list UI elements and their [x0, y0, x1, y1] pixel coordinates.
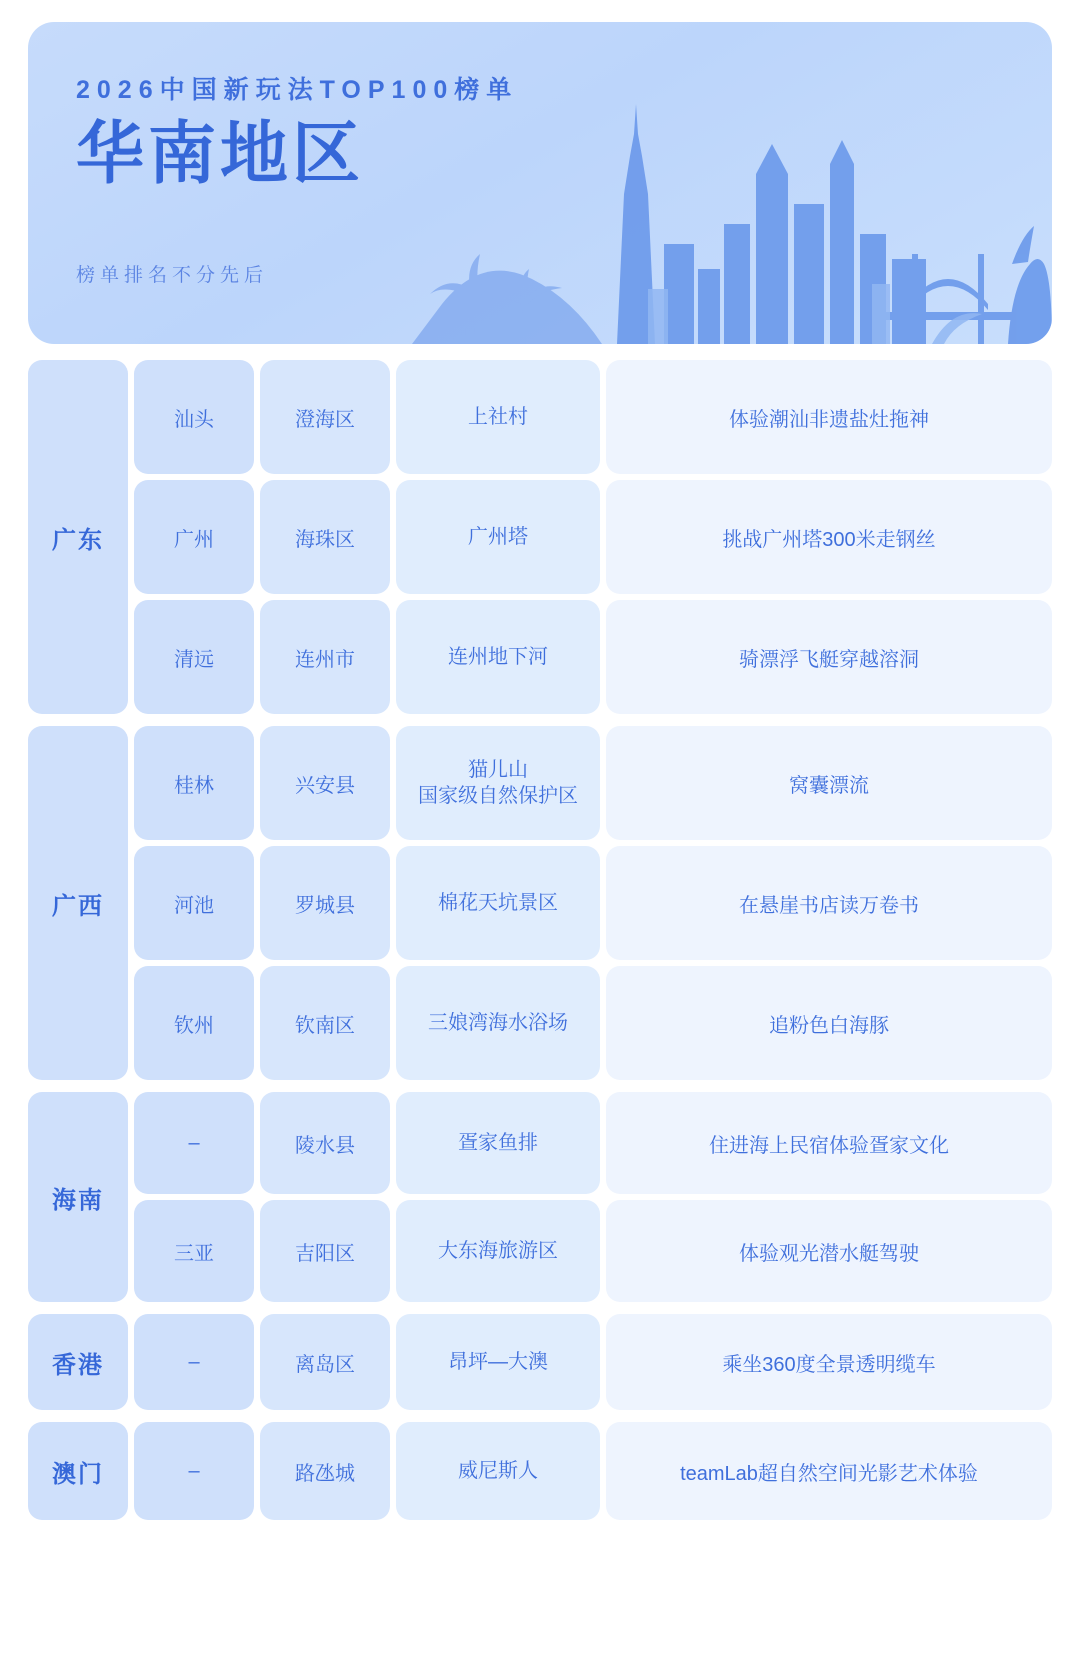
- spot-cell: 猫儿山 国家级自然保护区: [396, 726, 600, 840]
- table-row: [134, 966, 1052, 1080]
- province-group: [28, 1314, 1052, 1410]
- province-group: [28, 1422, 1052, 1520]
- spot-cell: 昂坪—大澳: [396, 1314, 600, 1410]
- table-row: [134, 1200, 1052, 1302]
- city-cell: –: [134, 1092, 254, 1194]
- city-cell: 清远: [134, 600, 254, 714]
- table-row: [134, 1422, 1052, 1520]
- city-cell: –: [134, 1422, 254, 1520]
- province-rows: [134, 726, 1052, 1080]
- description-cell: 乘坐360度全景透明缆车: [606, 1314, 1052, 1410]
- city-cell: 汕头: [134, 360, 254, 474]
- table-row: [134, 726, 1052, 840]
- table-row: [134, 360, 1052, 474]
- spot-cell: 疍家鱼排: [396, 1092, 600, 1194]
- district-cell: 罗城县: [260, 846, 390, 960]
- province-rows: [134, 1422, 1052, 1520]
- district-cell: 吉阳区: [260, 1200, 390, 1302]
- spot-cell: 广州塔: [396, 480, 600, 594]
- spot-cell: 大东海旅游区: [396, 1200, 600, 1302]
- poster-title: 华南地区: [76, 116, 365, 192]
- province-rows: [134, 1314, 1052, 1410]
- table-row: [134, 846, 1052, 960]
- city-cell: 广州: [134, 480, 254, 594]
- city-cell: 钦州: [134, 966, 254, 1080]
- district-cell: 路氹城: [260, 1422, 390, 1520]
- province-group: [28, 360, 1052, 714]
- city-cell: 河池: [134, 846, 254, 960]
- description-cell: 挑战广州塔300米走钢丝: [606, 480, 1052, 594]
- poster-subtitle: 2026中国新玩法TOP100榜单: [76, 76, 519, 104]
- district-cell: 离岛区: [260, 1314, 390, 1410]
- province-rows: [134, 360, 1052, 714]
- province-label: 香港: [28, 1314, 128, 1410]
- province-label: 澳门: [28, 1422, 128, 1520]
- table-row: [134, 1314, 1052, 1410]
- table-row: [134, 600, 1052, 714]
- poster-header: [28, 22, 1052, 344]
- description-cell: 在悬崖书店读万卷书: [606, 846, 1052, 960]
- description-cell: 追粉色白海豚: [606, 966, 1052, 1080]
- province-label: 海南: [28, 1092, 128, 1302]
- description-cell: 窝囊漂流: [606, 726, 1052, 840]
- spot-cell: 威尼斯人: [396, 1422, 600, 1520]
- table-row: [134, 480, 1052, 594]
- spot-cell: 上社村: [396, 360, 600, 474]
- district-cell: 连州市: [260, 600, 390, 714]
- spot-cell: 棉花天坑景区: [396, 846, 600, 960]
- spot-cell: 连州地下河: [396, 600, 600, 714]
- city-cell: –: [134, 1314, 254, 1410]
- spot-cell: 三娘湾海水浴场: [396, 966, 600, 1080]
- description-cell: 住进海上民宿体验疍家文化: [606, 1092, 1052, 1194]
- province-group: [28, 726, 1052, 1080]
- district-cell: 钦南区: [260, 966, 390, 1080]
- description-cell: 体验潮汕非遗盐灶拖神: [606, 360, 1052, 474]
- province-rows: [134, 1092, 1052, 1302]
- poster-note: 榜单排名不分先后: [76, 264, 269, 286]
- district-cell: 海珠区: [260, 480, 390, 594]
- province-group: [28, 1092, 1052, 1302]
- district-cell: 兴安县: [260, 726, 390, 840]
- description-cell: 体验观光潜水艇驾驶: [606, 1200, 1052, 1302]
- province-label: 广东: [28, 360, 128, 714]
- province-label: 广西: [28, 726, 128, 1080]
- description-cell: 骑漂浮飞艇穿越溶洞: [606, 600, 1052, 714]
- header-text-block: [28, 22, 1052, 287]
- description-cell: teamLab超自然空间光影艺术体验: [606, 1422, 1052, 1520]
- city-cell: 桂林: [134, 726, 254, 840]
- city-cell: 三亚: [134, 1200, 254, 1302]
- ranking-table: [28, 360, 1052, 1520]
- table-row: [134, 1092, 1052, 1194]
- district-cell: 澄海区: [260, 360, 390, 474]
- district-cell: 陵水县: [260, 1092, 390, 1194]
